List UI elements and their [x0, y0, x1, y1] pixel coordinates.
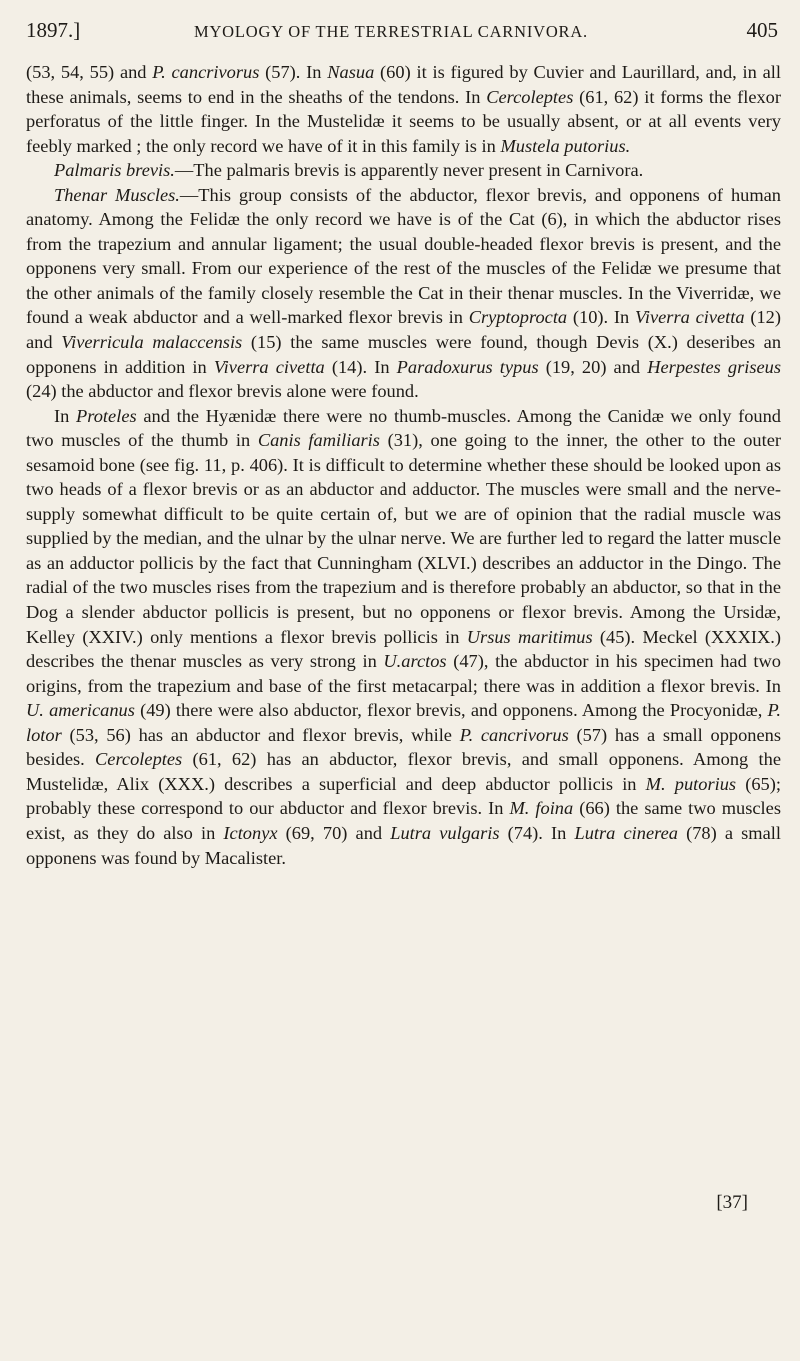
- italic-run: P. cancrivorus: [152, 62, 260, 82]
- text-run: (57). In: [259, 62, 328, 82]
- italic-run: Cryptoprocta: [468, 307, 568, 328]
- paragraph: [26, 183, 781, 404]
- italic-run: Viverra civetta: [213, 356, 325, 377]
- text-run: (69, 70) and: [277, 822, 391, 843]
- paragraph: [26, 60, 781, 158]
- header-year: 1897.]: [26, 18, 81, 42]
- italic-run: Viverra civetta: [634, 307, 745, 328]
- body-text: [26, 60, 781, 870]
- italic-run: M. foina: [509, 798, 574, 819]
- italic-run: Cercoleptes: [486, 86, 574, 107]
- italic-run: M. putorius: [645, 773, 737, 794]
- italic-run: Ictonyx: [223, 822, 278, 843]
- text-run: —The palmaris brevis is apparently never present in Carnivora.: [174, 160, 644, 181]
- text-run: (60) it is figured by Cuvier and Laurillard, and, in all these animals, seems to end in the sheaths of the tendons. In: [26, 62, 781, 107]
- italic-run: Palmaris brevis.: [54, 160, 175, 181]
- italic-run: U.arctos: [383, 651, 447, 672]
- italic-run: Viverricula malaccensis: [61, 332, 243, 353]
- text-run: (31), one going to the inner, the other to the outer sesamoid bone (see fig. 11, p. 406). It is difficult to determine whether these should be looked upon as two heads of a flexor brevis or as an abductor and adductor. The muscles were small and the nerve-supply somewhat difficult to be quite certain of, but we are of opinion that the radial muscle was supplied by the median, and the ulnar by the ulnar nerve. We are further led to regard the latter muscle as an adductor pollicis by the fact that Cunningham (XLVI.) describes an adductor in the Dingo. The radial of the two muscles rises from the trapezium and is therefore probably an abductor, so that in the Dog a slender abductor pollicis is present, but no opponens or flexor brevis. Among the Ursidæ, Kelley (XXIV.) only mentions a flexor brevis pollicis in: [26, 430, 781, 647]
- italic-run: Proteles: [76, 405, 137, 426]
- italic-run: Herpestes griseus: [647, 356, 782, 377]
- italic-run: Lutra vulgaris: [390, 822, 500, 843]
- text-run: (57) has a small opponens besides.: [26, 724, 781, 770]
- page-number: 405: [746, 18, 778, 42]
- text-run: (65); probably these correspond to our abductor and flexor brevis. In: [26, 773, 781, 819]
- text-run: (74). In: [499, 822, 575, 843]
- text-run: (19, 20) and: [538, 356, 648, 377]
- text-run: (12) and: [26, 307, 781, 353]
- text-run: —This group consists of the abductor, flexor brevis, and opponens of human anatomy. Among the Felidæ the only record we have is of the Cat (6), in which the abductor rises from the trapezium and annular ligament; the usual double-headed flexor brevis is present, and the opponens very small. From our experience of the rest of the muscles of the Felidæ we presume that the other animals of the family closely resemble the Cat in their thenar muscles. In the Viverridæ, we found a weak abductor and a well-marked flexor brevis in: [26, 184, 781, 328]
- running-header: [26, 12, 782, 52]
- italic-run: Ursus maritimus: [466, 626, 593, 647]
- italic-run: Canis familiaris: [257, 430, 380, 451]
- text-run: (61, 62) has an abductor, flexor brevis, and small opponens. Among the Mustelidæ, Alix (XXX.) describes a superficial and deep abductor pollicis in: [26, 749, 781, 794]
- text-run: (45). Meckel (XXXIX.) describes the thenar muscles as very strong in: [26, 626, 781, 672]
- italic-run: P. cancrivorus: [459, 724, 569, 745]
- text-run: (24) the abductor and flexor brevis alone were found.: [26, 381, 419, 402]
- text-run: (49) there were also abductor, flexor brevis, and opponens. Among the Procyonidæ,: [134, 700, 768, 721]
- paragraph: [26, 404, 781, 870]
- text-run: (14). In: [324, 356, 397, 377]
- italic-run: P. lotor: [26, 700, 781, 745]
- text-run: (47), the abductor in his specimen had two origins, from the trapezium and base of the first metacarpal; there was in addition a flexor brevis. In: [26, 651, 781, 696]
- text-run: (61, 62) it forms the flexor perforatus of the little finger. In the Mustelidæ it seems to be usually absent, or at all events very feebly marked ; the only record we have of it in this family is in: [26, 86, 781, 156]
- text-run: (78) a small opponens was found by Macalister.: [26, 822, 781, 868]
- italic-run: Cercoleptes: [95, 749, 183, 770]
- paragraph: [26, 158, 781, 183]
- signature-mark: [37]: [716, 1192, 748, 1213]
- text-run: (53, 54, 55) and: [26, 62, 153, 82]
- italic-run: Lutra cinerea: [574, 822, 678, 843]
- text-run: (10). In: [567, 307, 635, 328]
- text-run: (15) the same muscles were found, though Devis (X.) deseribes an opponens in addition in: [26, 332, 782, 377]
- italic-run: Thenar Muscles.: [54, 184, 180, 205]
- text-run: In: [54, 405, 77, 426]
- italic-run: Nasua: [327, 62, 375, 82]
- italic-run: Mustela putorius.: [500, 135, 631, 156]
- text-run: and the Hyænidæ there were no thumb-muscles. Among the Canidæ we only found two muscles of the thumb in: [26, 405, 782, 451]
- text-run: (66) the same two muscles exist, as they do also in: [26, 798, 781, 843]
- italic-run: U. americanus: [26, 700, 135, 721]
- italic-run: Paradoxurus typus: [396, 356, 539, 377]
- text-run: (53, 56) has an abductor and flexor brevis, while: [61, 724, 460, 745]
- header-running-title: MYOLOGY OF THE TERRESTRIAL CARNIVORA.: [194, 22, 588, 41]
